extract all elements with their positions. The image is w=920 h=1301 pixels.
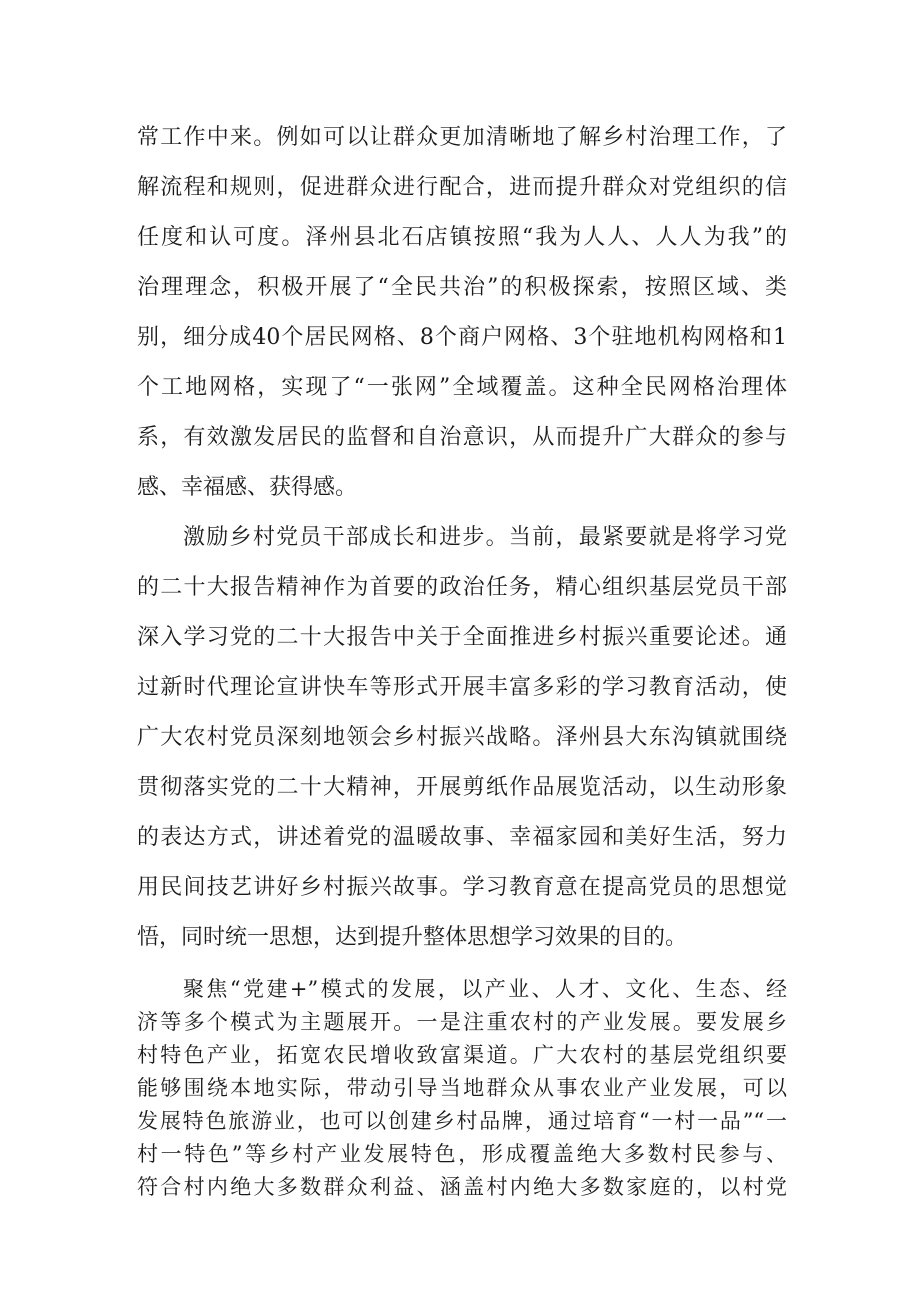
text-line: 济等多个模式为主题展开。一是注重农村的产业发展。要发展乡 [137,1010,787,1034]
text-line: 悟，同时统一思想，达到提升整体思想学习效果的目的。 [137,925,688,950]
text-line: 村一特色”等乡村产业发展特色，形成覆盖绝大多数村民参与、 [137,1142,787,1166]
text-line: 任度和认可度。泽州县北石店镇按照“我为人人、人人为我”的 [137,225,787,250]
text-line: 发展特色旅游业，也可以创建乡村品牌，通过培育“一村一品”“一 [137,1109,787,1133]
text-line: 广大农村党员深刻地领会乡村振兴战略。泽州县大东沟镇就围绕 [137,725,787,750]
text-line: 感、幸福感、获得感。 [137,475,358,500]
text-line: 解流程和规则，促进群众进行配合，进而提升群众对党组织的信 [137,175,787,200]
text-line: 聚焦“党建+”模式的发展，以产业、人才、文化、生态、经 [183,977,787,1001]
text-line: 激励乡村党员干部成长和进步。当前，最紧要就是将学习党 [183,525,787,550]
text-line: 过新时代理论宣讲快车等形式开展丰富多彩的学习教育活动，使 [137,675,787,700]
text-line: 的二十大报告精神作为首要的政治任务，精心组织基层党员干部 [137,575,787,600]
text-line: 常工作中来。例如可以让群众更加清晰地了解乡村治理工作，了 [137,125,787,150]
text-line: 用民间技艺讲好乡村振兴故事。学习教育意在提高党员的思想觉 [137,875,787,900]
text-line: 能够围绕本地实际，带动引导当地群众从事农业产业发展，可以 [137,1076,787,1100]
text-line: 贯彻落实党的二十大精神，开展剪纸作品展览活动，以生动形象 [137,775,787,800]
text-line: 的表达方式，讲述着党的温暖故事、幸福家园和美好生活，努力 [137,825,787,850]
text-line: 治理理念，积极开展了“全民共治”的积极探索，按照区域、类 [137,275,787,300]
text-line: 别，细分成40个居民网格、8个商户网格、3个驻地机构网格和1 [137,325,787,350]
text-line: 个工地网格，实现了“一张网”全域覆盖。这种全民网格治理体 [137,375,787,400]
text-line: 符合村内绝大多数群众利益、涵盖村内绝大多数家庭的，以村党 [137,1175,787,1199]
text-line: 深入学习党的二十大报告中关于全面推进乡村振兴重要论述。通 [137,625,787,650]
text-line: 系，有效激发居民的监督和自治意识，从而提升广大群众的参与 [137,425,787,450]
text-line: 村特色产业，拓宽农民增收致富渠道。广大农村的基层党组织要 [137,1043,787,1067]
